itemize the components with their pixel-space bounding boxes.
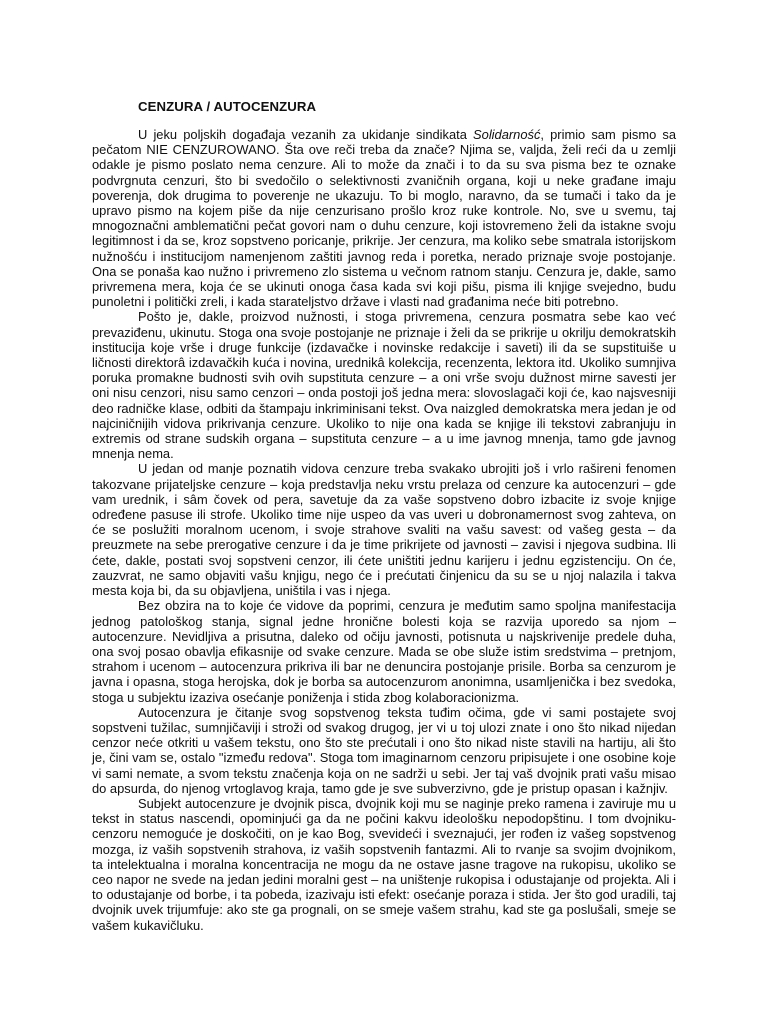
document-body bbox=[92, 99, 676, 933]
paragraph-5: Autocenzura je čitanje svog sopstvenog teksta tuđim očima, gde vi sami postajete svoj sopstveni tužilac, sumnjičaviji i stroži od svakog drugog, jer vi u toj ulozi znate i ono što nikad nijedan cenzor neće otkriti u vašem tekstu, ono što ste prećutali i ono što nikad niste stavili na hartiju, ali što je, čini vam se, ostalo "između redova". Stoga tom imaginarnom cenzoru pripisujete i one osobine koje vi sami nemate, a svom tekstu značenja koja on ne sadrži u sebi. Jer taj vaš dvojnik prati vašu misao do apsurda, do njenog vrtoglavog kraja, tamo gde je sve subverzivno, gde je pristup opasan i kažnjiv. bbox=[92, 704, 676, 796]
paragraph-3: U jedan od manje poznatih vidova cenzure treba svakako ubrojiti još i vrlo rašireni fenomen takozvane prijateljske cenzure – koja predstavlja neku vrstu prelaza od cenzure ka autocenzuri – gde vam urednik, i sâm čovek od pera, savetuje da za vaše sopstveno dobro izbacite iz svoje knjige određene pasuse ili strofe. Ukoliko time nije uspeo da vas uveri u dobronamernost svog zahteva, on će se poslužiti moralnom ucenom, i svoje strahove svaliti na vašu savest: od vašeg gesta – da preuzmete na sebe prerogative cenzure i da je time prikrijete od javnosti – zavisi i njegova sudbina. Ili ćete, dakle, postati svoj sopstveni cenzor, ili ćete uništiti jednu karijeru i jednu egzistenciju. On će, zauzvrat, ne samo objaviti vašu knjigu, nego će i prećutati činjenicu da su se u njoj nalazila i takva mesta koja bi, da su objavljena, uništila i vas i njega. bbox=[92, 461, 676, 599]
paragraph-1-text-start: U jeku poljskih događaja vezanih za ukidanje sindikata bbox=[138, 127, 474, 142]
paragraph-2: Pošto je, dakle, proizvod nužnosti, i stoga privremena, cenzura posmatra sebe kao već prevaziđenu, ukinutu. Stoga ona svoje postojanje ne priznaje i želi da se prikrije u okrilju demokratskih institucija koje vrše i druge funkcije (izdavačke i novinske redakcije i saveti) ili da se supstituiše u ličnosti direktorâ izdavačkih kuća i novina, urednikâ kolekcija, recenzenta, lektora itd. Ukoliko sumnjiva poruka promakne budnosti svih ovih supstituta cenzure – a oni vrše svoju dužnost mirne savesti jer oni nisu cenzori, nisu samo cenzori – onda postoji još jedna mera: slovoslagači koji će, kao najsvesniji deo radničke klase, odbiti da štampaju inkriminisani tekst. Ova naizgled demokratska mera jedan je od najciničnijih vidova prikrivanja cenzure. Ukoliko to nije ona kada se knjige ili tekstovi zabranjuju in extremis od strane sudskih organa – supstituta cenzure – a u ime javnog mnenja, tamo gde javnog mnenja nema. bbox=[92, 309, 676, 462]
paragraph-1-text-end: , primio sam pismo sa pečatom NIE CENZUROWANO. Šta ove reči treba da znače? Njima se, valjda, želi reći da u zemlji odakle je pismo poslato nema cenzure. Ali to može da znači i to da su sva pisma bez te oznake podvrgnuta cenzuri, što bi svedočilo o selektivnosti zvaničnih organa, koji u neke građane imaju poverenja, dok drugima to poverenje ne ukazuju. To bi moglo, naravno, da se tumači i tako da je upravo pismo na kojem piše da nije cenzurisano prošlo kroz ruke kontrole. No, sve u svemu, taj mnogoznačni amblematični pečat govori nam o duhu cenzure, koji istovremeno želi da istakne svoju legitimnost i da se, kroz sopstveno poricanje, prikrije. Jer cenzura, ma koliko sebe smatrala istorijskom nužnošću i institucijom namenjenom zaštiti javnog reda i poretka, nerado priznaje svoje postojanje. Ona se ponaša kao nužno i privremeno zlo sistema u večnom ratnom stanju. Cenzura je, dakle, samo privremena mera, koja će se ukinuti onoga časa kada svi koji pišu, pisma ili knjige svejedno, budu punoletni i politički zreli, i kada starateljstvo države i vlasti nad građanima neće biti potrebno. bbox=[92, 127, 676, 310]
solidarnosc-italic: Solidarność bbox=[473, 127, 541, 142]
paragraph-4: Bez obzira na to koje će vidove da poprimi, cenzura je međutim samo spoljna manifestacija jednog patološkog stanja, signal jedne hronične bolesti koja se razvija uporedo sa njom – autocenzure. Nevidljiva a prisutna, daleko od očiju javnosti, potisnuta u najskrivenije predele duha, ona svoj posao obavlja efikasnije od svake cenzure. Mada se obe služe istim sredstvima – pretnjom, strahom i ucenom – autocenzura prikriva ili bar ne denuncira postojanje prisile. Borba sa cenzurom je javna i opasna, stoga herojska, dok je borba sa autocenzurom anonimna, usamljenička i bez svedoka, stoga u subjektu izaziva osećanje poniženja i stida zbog kolaboracionizma. bbox=[92, 598, 676, 705]
paragraph-6: Subjekt autocenzure je dvojnik pisca, dvojnik koji mu se naginje preko ramena i zaviruje mu u tekst in status nascendi, opominjući ga da ne počini kakvu ideološku nepodopštinu. I tom dvojniku-cenzoru nemoguće je doskočiti, on je kao Bog, svevideći i sveznajući, jer rođen iz vašeg sopstvenog mozga, iz vaših sopstvenih strahova, iz vaših sopstvenih fantazmi. Ali to rvanje sa svojim dvojnikom, ta intelektualna i moralna koncentracija ne mogu da ne ostave jasne tragove na rukopisu, ukoliko se ceo napor ne svede na jedan jedini moralni gest – na uništenje rukopisa i odustajanje od projekta. Ali i to odustajanje od borbe, i ta pobeda, izazivaju isti efekt: osećanje poraza i stida. Jer što god uradili, taj dvojnik uvek trijumfuje: ako ste ga prognali, on se smeje vašem strahu, kad ste ga poslušali, smeje se vašem kukavičluku. bbox=[92, 795, 676, 933]
paragraph-1 bbox=[92, 127, 676, 309]
document-title: CENZURA / AUTOCENZURA bbox=[138, 99, 317, 114]
